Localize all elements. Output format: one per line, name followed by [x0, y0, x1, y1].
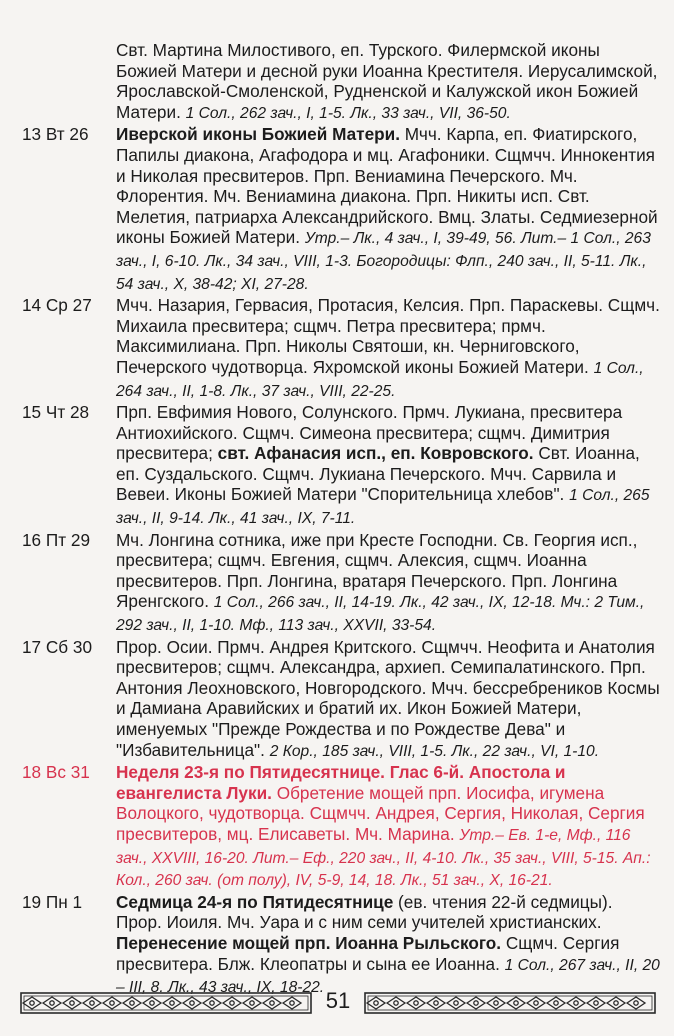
calendar-entry — [22, 892, 662, 999]
commemoration-text: Свт. Иоанна, еп. Суздальского. Сщмч. Лукиана Печерского. Мчч. Сарвила и Вевеи. Иконы Божией Матери "Спорительница хлебов". — [116, 443, 640, 505]
ornament-diamond — [243, 997, 261, 1009]
feast-title: Неделя 23-я по Пятидесятнице. Глас 6-й. Апостола и евангелиста Луки. — [116, 762, 566, 803]
entry-text — [116, 637, 662, 763]
ornament-dot — [250, 1001, 254, 1005]
feast-title: Седмица 24-я по Пятидесятнице — [116, 891, 394, 912]
ornament-dot — [90, 1001, 94, 1005]
ornament-dot — [150, 1001, 154, 1005]
entry-text — [116, 40, 662, 124]
ornament-diamond — [43, 997, 61, 1009]
entry-date: 16 Пт 29 — [22, 529, 91, 550]
commemoration-text: Свт. Мартина Милостивого, еп. Турского. Филермской иконы Божией Матери и десной руки Иоанна Крестителя. Иерусалимской, Ярославской-Смоленской, Рудненской и Калужской икон Божией Матери. — [116, 40, 658, 122]
commemoration-text: Мчч. Назария, Гервасия, Протасия, Келсия. Прп. Параскевы. Сщмч. Михаила пресвитера; сщмч. Петра пресвитера; прмч. Максимилиана. Прп. Николы Святоши, кн. Черниговского, Печерского чудотворца. Яхромской иконы Божией Матери. — [116, 295, 660, 377]
scripture-readings: 1 Сол., 262 зач., I, 1-5. Лк., 33 зач., VII, 36-50. — [185, 104, 511, 122]
ornament-dot — [270, 1001, 274, 1005]
entry-text — [116, 762, 662, 892]
commemoration-text: Обретение мощей прп. Иосифа, игумена Волоцкого, чудотворца. Сщмчч. Андрея, Сергия, Николая, Сергия пресвитеров, мц. Елисаветы. Мч. Марина. — [116, 782, 645, 844]
scripture-readings: 1 Сол., 266 зач., II, 14-19. Лк., 42 зач., IX, 12-18. Мч.: 2 Тим., 292 зач., II, 1-10. Мф., 113 зач., XXVII, 33-54. — [116, 594, 645, 635]
scripture-readings: 1 Сол., 265 зач., II, 9-14. Лк., 41 зач., IX, 7-11. — [116, 487, 650, 528]
calendar-entry — [22, 530, 662, 637]
ornament-dot — [110, 1001, 114, 1005]
entry-date: 14 Ср 27 — [22, 295, 92, 316]
commemoration-text: Прор. Осии. Прмч. Андрея Критского. Сщмчч. Неофита и Анатолия пресвитеров; сщмч. Александра, архиеп. Семипалатинского. Прп. Антония Леохновского, Новгородского. Мчч. бессребреников Космы и Дамиана Аравийских и братий их. Икон Божией Матери, именуемых "Прежде Рождества и по Рождестве Дева" и "Избавительница". — [116, 636, 660, 760]
entry-date — [22, 40, 116, 124]
calendar-entry — [22, 295, 662, 402]
page-footer — [0, 986, 674, 1020]
ornament-diamond — [183, 997, 201, 1009]
ornament-dot — [474, 1001, 478, 1005]
ornament-diamond — [467, 997, 485, 1009]
entry-date: 19 Пн 1 — [22, 891, 83, 912]
ornament-diamond — [487, 997, 505, 1009]
ornament-diamond — [367, 997, 385, 1009]
ornament-dot — [130, 1001, 134, 1005]
entry-date: 17 Сб 30 — [22, 636, 93, 657]
ornament-dot — [634, 1001, 638, 1005]
ornament-diamond — [547, 997, 565, 1009]
ornament-diamond — [63, 997, 81, 1009]
page-number: 51 — [325, 988, 351, 1013]
ornament-dot — [50, 1001, 54, 1005]
ornament-dot — [514, 1001, 518, 1005]
ornament-diamond — [407, 997, 425, 1009]
feast-title: Перенесение мощей прп. Иоанна Рыльского. — [116, 932, 502, 953]
entry-date: 18 Вс 31 — [22, 762, 90, 783]
ornament-dot — [394, 1001, 398, 1005]
ornament-diamond — [23, 997, 41, 1009]
entry-date: 13 Вт 26 — [22, 124, 89, 145]
entry-text — [116, 295, 662, 402]
ornament-diamond — [163, 997, 181, 1009]
commemoration-text: Мчч. Карпа, еп. Фиатирского, Папилы диакона, Агафодора и мц. Агафоники. Сщмчч. Иннокентия и Николая пресвитеров. Прп. Вениамина Печерского. Мч. Флорентия. Мч. Вениамина диакона. Прп. Никиты исп. Свт. Мелетия, патриарха Александрийского. Вмц. Златы. Седмиезерной иконы Божией Матери. — [116, 124, 658, 248]
feast-title: свт. Афанасия исп., еп. Ковровского. — [217, 443, 534, 464]
ornament-diamond — [627, 997, 645, 1009]
entry-text — [116, 892, 662, 999]
calendar-entry — [22, 40, 662, 124]
ornament-diamond — [123, 997, 141, 1009]
ornament-diamond — [507, 997, 525, 1009]
ornament-dot — [534, 1001, 538, 1005]
ornament-diamond — [263, 997, 281, 1009]
scripture-readings: Утр.– Лк., 4 зач., I, 39-49, 56. Лит.– 1 Сол., 263 зач., I, 6-10. Лк., 34 зач., VIII, 1-3. Богородицы: Флп., 240 зач., II, 5-11. Лк., 54 зач., X, 38-42; XI, 27-28. — [116, 230, 651, 293]
ornament-dot — [170, 1001, 174, 1005]
ornament-dot — [574, 1001, 578, 1005]
scripture-readings: Утр.– Ев. 1-е, Мф., 116 зач., XXVIII, 16-20. Лит.– Еф., 220 зач., II, 4-10. Лк., 35 зач., VIII, 5-15. Ап.: Кол., 260 зач. (от полу), IV, 5-9, 14, 18. Лк., 51 зач., X, 16-21. — [116, 826, 651, 890]
ornament-diamond — [427, 997, 445, 1009]
ornament-diamond — [527, 997, 545, 1009]
ornament-border-left — [20, 992, 312, 1014]
ornament-dot — [70, 1001, 74, 1005]
ornament-border-right — [364, 992, 656, 1014]
calendar-entry — [22, 637, 662, 763]
entry-text — [116, 124, 662, 295]
scripture-readings: 1 Сол., 264 зач., II, 1-8. Лк., 37 зач., VIII, 22-25. — [116, 359, 644, 400]
calendar-entries — [22, 40, 662, 999]
ornament-dot — [190, 1001, 194, 1005]
ornament-diamond — [447, 997, 465, 1009]
ornament-diamond — [143, 997, 161, 1009]
scripture-readings: 2 Кор., 185 зач., VIII, 1-5. Лк., 22 зач., VI, 1-10. — [269, 742, 600, 760]
ornament-dot — [454, 1001, 458, 1005]
ornament-dot — [230, 1001, 234, 1005]
ornament-diamond — [103, 997, 121, 1009]
ornament-dot — [374, 1001, 378, 1005]
ornament-diamond — [223, 997, 241, 1009]
commemoration-text: Сщмч. Сергия пресвитера. Блж. Клеопатры и сына ее Иоанна. — [116, 932, 620, 974]
ornament-dot — [414, 1001, 418, 1005]
ornament-diamond — [203, 997, 221, 1009]
entry-text — [116, 402, 662, 530]
ornament-dot — [614, 1001, 618, 1005]
entry-text — [116, 530, 662, 637]
ornament-diamond — [387, 997, 405, 1009]
ornament-dot — [30, 1001, 34, 1005]
ornament-diamond — [283, 997, 301, 1009]
ornament-dot — [434, 1001, 438, 1005]
ornament-diamond — [567, 997, 585, 1009]
ornament-diamond — [587, 997, 605, 1009]
commemoration-text: Мч. Лонгина сотника, иже при Кресте Господни. Св. Георгия исп., пресвитера; сщмч. Евгения, сщмч. Алексия, сщмч. Иоанна пресвитеров. Прп. Лонгина, вратаря Печерского. Прп. Лонгина Яренгского. — [116, 529, 638, 612]
feast-title: Иверской иконы Божией Матери. — [116, 124, 400, 145]
entry-date: 15 Чт 28 — [22, 402, 90, 423]
calendar-entry — [22, 402, 662, 530]
commemoration-text: (ев. чтения 22-й седмицы). Прор. Иоиля. Мч. Уара и с ним семи учителей христианских. — [116, 891, 613, 933]
ornament-diamond — [607, 997, 625, 1009]
calendar-entry — [22, 124, 662, 295]
ornament-diamond — [83, 997, 101, 1009]
ornament-dot — [494, 1001, 498, 1005]
ornament-dot — [594, 1001, 598, 1005]
ornament-dot — [290, 1001, 294, 1005]
calendar-entry — [22, 762, 662, 892]
commemoration-text: Прп. Евфимия Нового, Солунского. Прмч. Лукиана, пресвитера Антиохийского. Сщмч. Симеона пресвитера; сщмч. Димитрия пресвитера; — [116, 402, 623, 464]
ornament-dot — [210, 1001, 214, 1005]
scripture-readings: 1 Сол., 267 зач., II, 20 – III, 8. Лк., 43 зач., IX, 18-22. — [116, 956, 660, 997]
ornament-dot — [554, 1001, 558, 1005]
